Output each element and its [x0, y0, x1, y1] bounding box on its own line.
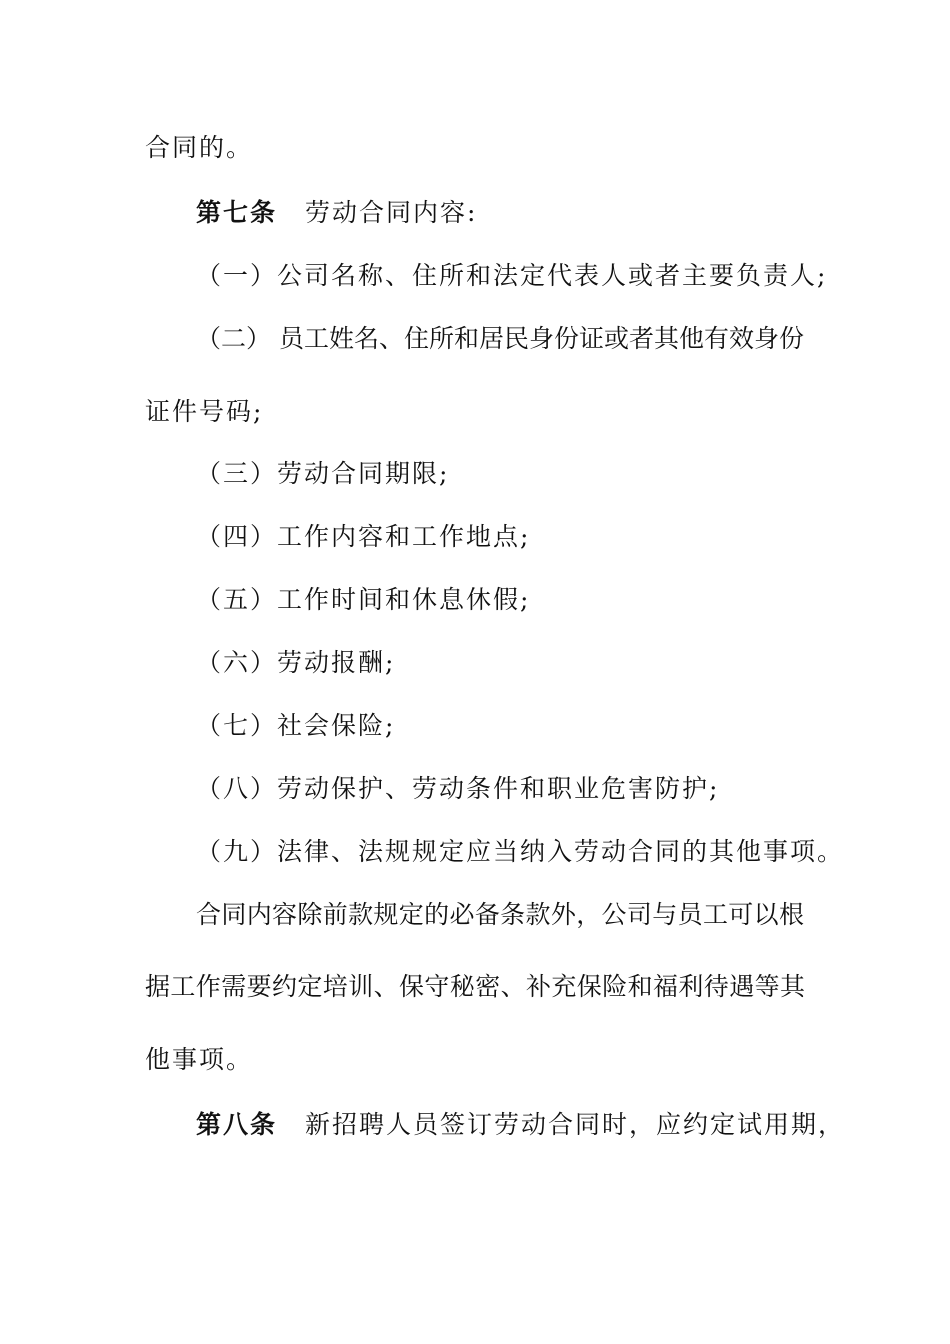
- article-7-title: 劳动合同内容:: [305, 198, 478, 227]
- article-8-line: [196, 1108, 845, 1142]
- article-8-number: 第八条: [196, 1110, 278, 1139]
- list-item-4: （四）工作内容和工作地点;: [196, 522, 531, 551]
- list-item-1: （一）公司名称、住所和法定代表人或者主要负责人;: [196, 261, 828, 290]
- list-item-7: （七）社会保险;: [196, 711, 396, 740]
- article-7-number: 第七条: [196, 198, 278, 227]
- list-item-3: （三）劳动合同期限;: [196, 459, 450, 488]
- article-7-heading-line: [196, 196, 477, 230]
- list-item-9: （九）法律、法规规定应当纳入劳动合同的其他事项。: [196, 837, 845, 866]
- paragraph-continuation: 合同的。: [145, 133, 254, 162]
- note-line-1: 合同内容除前款规定的必备条款外，公司与员工可以根: [196, 900, 804, 929]
- list-item-5: （五）工作时间和休息休假;: [196, 585, 531, 614]
- note-line-2: 据工作需要约定培训、保守秘密、补充保险和福利待遇等其: [145, 972, 805, 1001]
- list-item-8: （八）劳动保护、劳动条件和职业危害防护;: [196, 774, 720, 803]
- note-line-3: 他事项。: [145, 1045, 254, 1074]
- list-item-2-line-2: 证件号码;: [145, 397, 264, 426]
- list-item-2-line-1: （二） 员工姓名、住所和居民身份证或者其他有效身份: [196, 324, 804, 353]
- list-item-6: （六）劳动报酬;: [196, 648, 396, 677]
- article-8-text: 新招聘人员签订劳动合同时，应约定试用期，: [305, 1110, 846, 1139]
